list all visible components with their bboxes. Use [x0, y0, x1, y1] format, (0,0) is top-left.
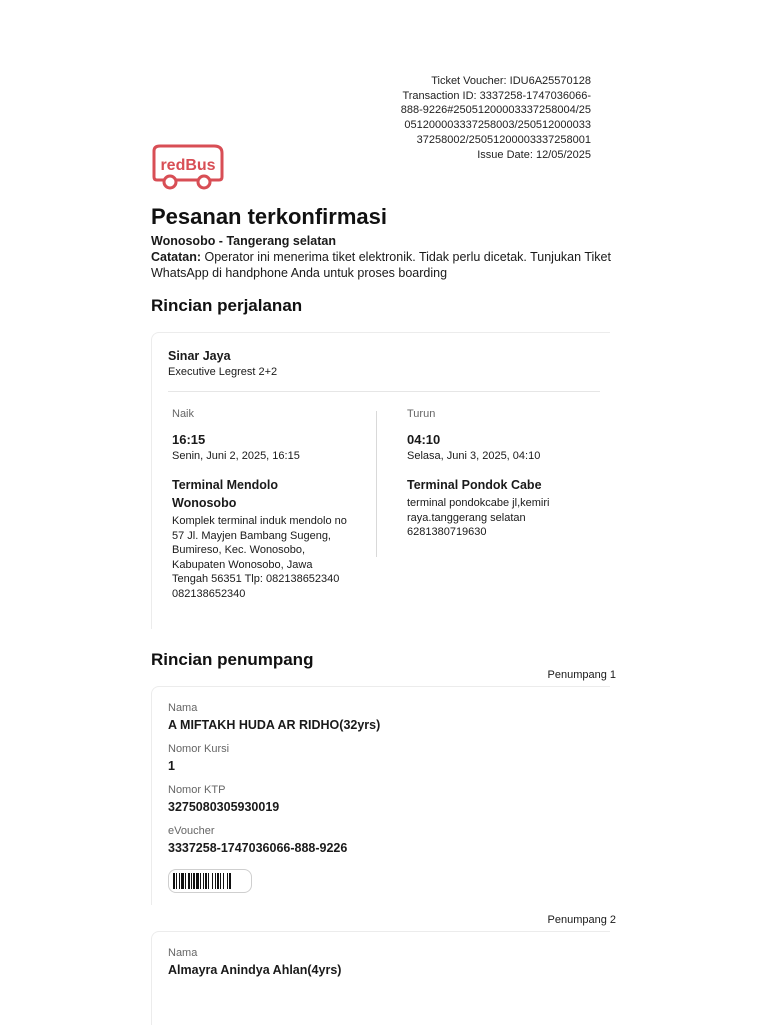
- evoucher-number: 3337258-1747036066-888-9226: [168, 841, 348, 855]
- ticket-voucher: Ticket Voucher: IDU6A25570128: [431, 75, 591, 87]
- ktp-number: 3275080305930019: [168, 800, 280, 814]
- bus-icon: [150, 143, 226, 191]
- ktp-label: Nomor KTP: [168, 784, 226, 796]
- transaction-id: Transaction ID: 3337258-1747036066-888-9226#25051200003337258004/25051200003337258003/25051200003337258002/25051200003337258001: [400, 89, 591, 146]
- seat-field: [168, 743, 229, 773]
- boarding-date: Senin, Juni 2, 2025, 16:15: [172, 450, 300, 462]
- passenger-badge: Penumpang 1: [547, 669, 616, 681]
- issue-date: Issue Date: 12/05/2025: [477, 148, 591, 161]
- passenger-card: [151, 931, 610, 1025]
- passenger-section-title: Rincian penumpang: [151, 650, 314, 669]
- name-label: Nama: [168, 947, 198, 959]
- dropping-time: 04:10: [407, 432, 441, 447]
- voucher-info: [400, 74, 591, 162]
- dropping-label: Turun: [407, 408, 436, 420]
- passenger-name-field: [168, 702, 380, 732]
- boarding-time: 16:15: [172, 432, 206, 447]
- page-title: Pesanan terkonfirmasi: [151, 204, 387, 229]
- bus-type: Executive Legrest 2+2: [168, 366, 278, 378]
- passenger-name-field: [168, 947, 341, 977]
- redbus-logo: [150, 143, 226, 191]
- passenger-card: [151, 686, 610, 905]
- note-label: Catatan:: [151, 250, 202, 264]
- passenger-badge: Penumpang 2: [547, 914, 616, 926]
- barcode: [168, 869, 252, 893]
- boarding-label: Naik: [172, 408, 195, 420]
- passenger-name: Almayra Anindya Ahlan(4yrs): [168, 963, 342, 977]
- barcode-icon: [173, 873, 249, 889]
- boarding-terminal: Terminal Mendolo Wonosobo: [172, 478, 279, 510]
- dropping-address: terminal pondokcabe jl,kemiri raya.tanggerang selatan 6281380719630: [407, 497, 550, 538]
- passenger-name: A MIFTAKH HUDA AR RIDHO(32yrs): [168, 718, 381, 732]
- trip-card: [151, 332, 610, 629]
- boarding-address: Komplek terminal induk mendolo no 57 Jl. Mayjen Bambang Sugeng, Bumireso, Kec. Wonosobo, Kabupaten Wonosobo, Jawa Tengah 56351 Tlp: 082138652340 082138652340: [172, 515, 347, 600]
- trip-section-title: Rincian perjalanan: [151, 296, 303, 315]
- name-label: Nama: [168, 702, 198, 714]
- boarding-point: [172, 408, 362, 601]
- seat-number: 1: [168, 759, 175, 773]
- operator-name: Sinar Jaya: [168, 349, 231, 363]
- note-text: Operator ini menerima tiket elektronik. Tidak perlu dicetak. Tunjukan Tiket WhatsApp di handphone Anda untuk proses boarding: [151, 250, 611, 280]
- route: Wonosobo - Tangerang selatan: [151, 234, 336, 248]
- ktp-field: [168, 784, 279, 814]
- dropping-point: [407, 408, 597, 540]
- logo-text: redBus: [160, 157, 216, 174]
- seat-label: Nomor Kursi: [168, 743, 230, 755]
- dropping-date: Selasa, Juni 3, 2025, 04:10: [407, 450, 541, 462]
- evoucher-label: eVoucher: [168, 825, 215, 837]
- column-divider: [376, 411, 377, 557]
- divider: [168, 391, 600, 392]
- dropping-terminal: Terminal Pondok Cabe: [407, 478, 542, 492]
- note: [151, 250, 621, 281]
- evoucher-field: [168, 825, 347, 855]
